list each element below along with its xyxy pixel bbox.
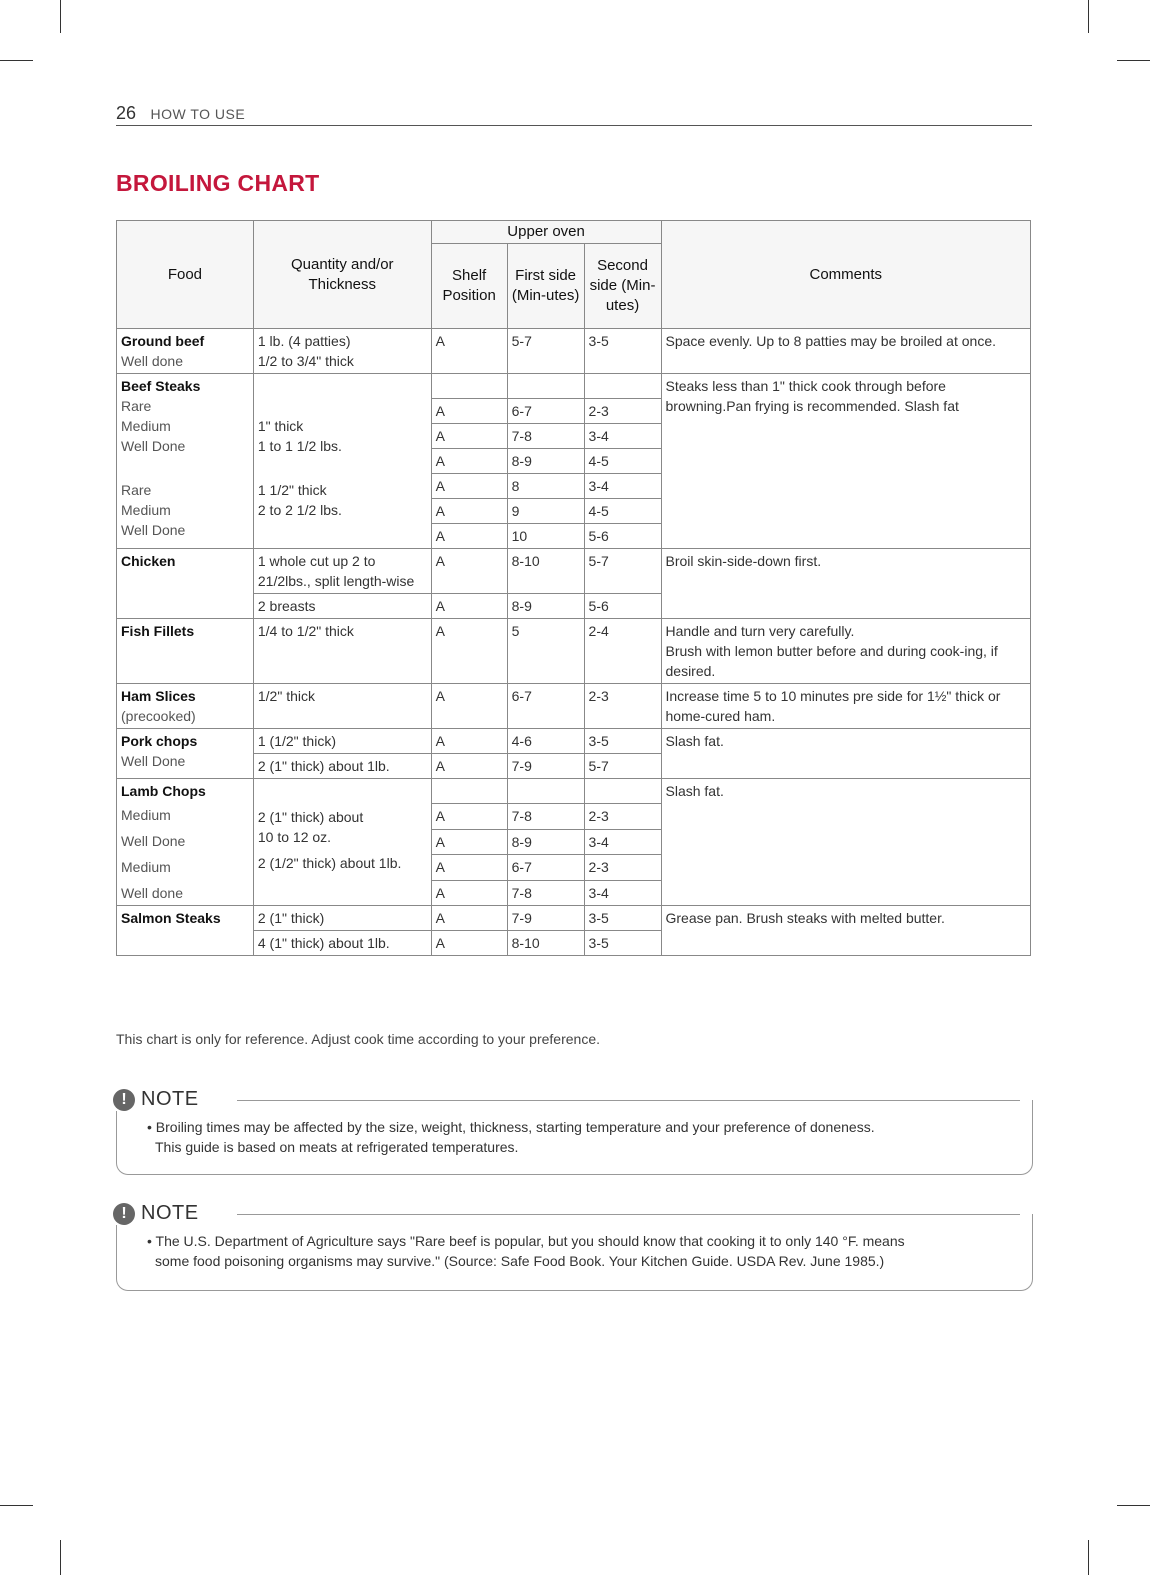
first-side-cell: 5-7 — [507, 329, 584, 374]
comment-text: Brush with lemon butter before and during cook-ing, if desired. — [665, 643, 998, 679]
food-doneness: Well Done — [121, 833, 186, 849]
quantity-text: 1/2 to 3/4" thick — [257, 353, 354, 369]
header-food: Food — [117, 221, 254, 329]
note-line: • The U.S. Department of Agriculture says "Rare beef is popular, but you should know that cooking it to only 140 °F. means — [147, 1233, 905, 1249]
shelf-cell: A — [431, 906, 507, 931]
page-number: 26 — [116, 103, 137, 123]
food-name: Fish Fillets — [121, 623, 195, 639]
quantity-text: 10 to 12 oz. — [257, 829, 332, 845]
shelf-cell: A — [431, 399, 507, 424]
note-box — [116, 1088, 1033, 1175]
first-side-cell: 8 — [507, 474, 584, 499]
note-line: This guide is based on meats at refrigerated temperatures. — [155, 1139, 519, 1155]
first-side-cell: 8-10 — [507, 549, 584, 594]
table-row — [117, 729, 1031, 754]
second-side-cell: 3-5 — [584, 906, 661, 931]
note-header — [113, 1202, 205, 1225]
shelf-cell: A — [431, 549, 507, 594]
food-doneness: Well Done — [121, 438, 186, 454]
second-side-cell: 5-6 — [584, 524, 661, 549]
crop-mark — [1117, 1505, 1150, 1506]
food-doneness: Medium — [121, 807, 171, 823]
food-name: Chicken — [121, 553, 176, 569]
table-row — [117, 619, 1031, 684]
food-doneness: Medium — [121, 859, 171, 875]
comment-cell: Slash fat. — [661, 729, 1031, 779]
shelf-cell: A — [431, 880, 507, 906]
second-side-cell: 2-4 — [584, 619, 661, 684]
comment-text: Handle and turn very carefully. — [665, 623, 855, 639]
shelf-cell: A — [431, 754, 507, 779]
second-side-cell: 2-3 — [584, 399, 661, 424]
food-name: Beef Steaks — [121, 378, 201, 394]
food-doneness: Well Done — [121, 522, 186, 538]
food-doneness: Well done — [121, 885, 184, 901]
comment-cell: Grease pan. Brush steaks with melted butter. — [661, 906, 1031, 956]
first-side-cell: 7-9 — [507, 754, 584, 779]
first-side-cell: 9 — [507, 499, 584, 524]
crop-mark — [1088, 1540, 1089, 1575]
shelf-cell: A — [431, 855, 507, 881]
second-side-cell: 5-7 — [584, 549, 661, 594]
quantity-text: 2 breasts — [253, 594, 431, 619]
header-upper-oven: Upper oven — [431, 221, 661, 244]
note-title: NOTE — [141, 1202, 199, 1224]
food-name: Salmon Steaks — [121, 910, 221, 926]
first-side-cell: 6-7 — [507, 855, 584, 881]
header-shelf: Shelf Position — [431, 244, 507, 329]
note-rule — [237, 1214, 1020, 1215]
food-doneness: Rare — [121, 398, 152, 414]
second-side-cell: 4-5 — [584, 499, 661, 524]
quantity-text: 2 (1" thick) about — [257, 809, 364, 825]
header-second-side: Second side (Min-utes) — [584, 244, 661, 329]
second-side-cell: 2-3 — [584, 684, 661, 729]
note-text — [117, 1100, 1032, 1165]
second-side-cell: 2-3 — [584, 804, 661, 830]
shelf-cell: A — [431, 931, 507, 956]
shelf-cell: A — [431, 499, 507, 524]
table-header-row — [117, 221, 1031, 244]
first-side-cell: 8-9 — [507, 829, 584, 855]
second-side-cell: 3-4 — [584, 829, 661, 855]
first-side-cell: 7-8 — [507, 804, 584, 830]
shelf-cell: A — [431, 424, 507, 449]
shelf-cell: A — [431, 329, 507, 374]
shelf-cell: A — [431, 684, 507, 729]
note-line: • Broiling times may be affected by the size, weight, thickness, starting temperature and your preference of doneness. — [147, 1119, 875, 1135]
food-doneness: Well Done — [121, 753, 186, 769]
food-name: Ground beef — [121, 333, 205, 349]
first-side-cell: 8-9 — [507, 449, 584, 474]
quantity-text: 2 (1" thick) — [253, 906, 431, 931]
first-side-cell: 7-8 — [507, 424, 584, 449]
table-row — [117, 374, 1031, 399]
comment-cell: Steaks less than 1" thick cook through before browning.Pan frying is recommended. Slash fat — [661, 374, 1031, 549]
second-side-cell: 4-5 — [584, 449, 661, 474]
quantity-text: 1 (1/2" thick) — [253, 729, 431, 754]
quantity-text: 1 whole cut up 2 to 21/2lbs., split length-wise — [253, 549, 431, 594]
comment-cell: Broil skin-side-down first. — [661, 549, 1031, 619]
food-name: Ham Slices — [121, 688, 196, 704]
second-side-cell: 5-6 — [584, 594, 661, 619]
comment-cell: Slash fat. — [661, 779, 1031, 906]
shelf-cell: A — [431, 829, 507, 855]
first-side-cell: 7-9 — [507, 906, 584, 931]
header-quantity: Quantity and/or Thickness — [253, 221, 431, 329]
note-rule — [237, 1100, 1020, 1101]
header-comments: Comments — [661, 221, 1031, 329]
table-row — [117, 329, 1031, 374]
first-side-cell: 8-9 — [507, 594, 584, 619]
quantity-text: 2 (1" thick) about 1lb. — [253, 754, 431, 779]
second-side-cell: 3-5 — [584, 329, 661, 374]
first-side-cell: 6-7 — [507, 399, 584, 424]
first-side-cell: 4-6 — [507, 729, 584, 754]
quantity-text: 2 (1/2" thick) about 1lb. — [257, 855, 402, 871]
second-side-cell: 5-7 — [584, 754, 661, 779]
second-side-cell: 3-5 — [584, 931, 661, 956]
note-text — [117, 1214, 1032, 1279]
quantity-text: 1 lb. (4 patties) — [257, 333, 351, 349]
table-row — [117, 549, 1031, 594]
first-side-cell: 8-10 — [507, 931, 584, 956]
food-doneness: Rare — [121, 482, 152, 498]
second-side-cell: 2-3 — [584, 855, 661, 881]
quantity-text: 1 1/2" thick — [257, 482, 327, 498]
crop-mark — [0, 1505, 33, 1506]
second-side-cell: 3-4 — [584, 880, 661, 906]
table-row — [117, 906, 1031, 931]
header-first-side: First side (Min-utes) — [507, 244, 584, 329]
exclamation-icon: ! — [113, 1203, 135, 1225]
second-side-cell: 3-4 — [584, 474, 661, 499]
food-note: (precooked) — [121, 708, 196, 724]
note-header — [113, 1088, 205, 1111]
second-side-cell: 3-4 — [584, 424, 661, 449]
shelf-cell: A — [431, 804, 507, 830]
quantity-text: 1/4 to 1/2" thick — [253, 619, 431, 684]
food-doneness: Medium — [121, 502, 171, 518]
food-name: Lamb Chops — [121, 783, 206, 799]
quantity-text: 4 (1" thick) about 1lb. — [253, 931, 431, 956]
food-name: Pork chops — [121, 733, 198, 749]
page-title: BROILING CHART — [116, 170, 320, 196]
crop-mark — [60, 0, 61, 33]
shelf-cell: A — [431, 729, 507, 754]
food-doneness: Well done — [121, 353, 184, 369]
note-line: some food poisoning organisms may survive." (Source: Safe Food Book. Your Kitchen Guide. USDA Rev. June 1985.) — [155, 1253, 885, 1269]
first-side-cell: 5 — [507, 619, 584, 684]
crop-mark — [0, 60, 33, 61]
quantity-text: 1/2" thick — [253, 684, 431, 729]
section-title: HOW TO USE — [150, 106, 246, 122]
crop-mark — [1117, 60, 1150, 61]
page-header — [116, 103, 1032, 126]
shelf-cell: A — [431, 619, 507, 684]
quantity-text: 2 to 2 1/2 lbs. — [257, 502, 342, 518]
shelf-cell: A — [431, 449, 507, 474]
shelf-cell: A — [431, 594, 507, 619]
reference-note: This chart is only for reference. Adjust cook time according to your preference. — [116, 1031, 601, 1047]
crop-mark — [60, 1540, 61, 1575]
table-row — [117, 779, 1031, 804]
quantity-text: 1" thick — [257, 418, 304, 434]
first-side-cell: 6-7 — [507, 684, 584, 729]
comment-cell: Space evenly. Up to 8 patties may be broiled at once. — [661, 329, 1031, 374]
quantity-text: 1 to 1 1/2 lbs. — [257, 438, 342, 454]
note-box — [116, 1202, 1033, 1291]
note-title: NOTE — [141, 1088, 199, 1110]
first-side-cell: 10 — [507, 524, 584, 549]
shelf-cell: A — [431, 524, 507, 549]
broiling-chart-table — [116, 220, 1031, 956]
second-side-cell: 3-5 — [584, 729, 661, 754]
comment-cell: Increase time 5 to 10 minutes pre side for 1½" thick or home-cured ham. — [661, 684, 1031, 729]
shelf-cell: A — [431, 474, 507, 499]
first-side-cell: 7-8 — [507, 880, 584, 906]
food-doneness: Medium — [121, 418, 171, 434]
crop-mark — [1088, 0, 1089, 33]
exclamation-icon: ! — [113, 1089, 135, 1111]
table-row — [117, 684, 1031, 729]
